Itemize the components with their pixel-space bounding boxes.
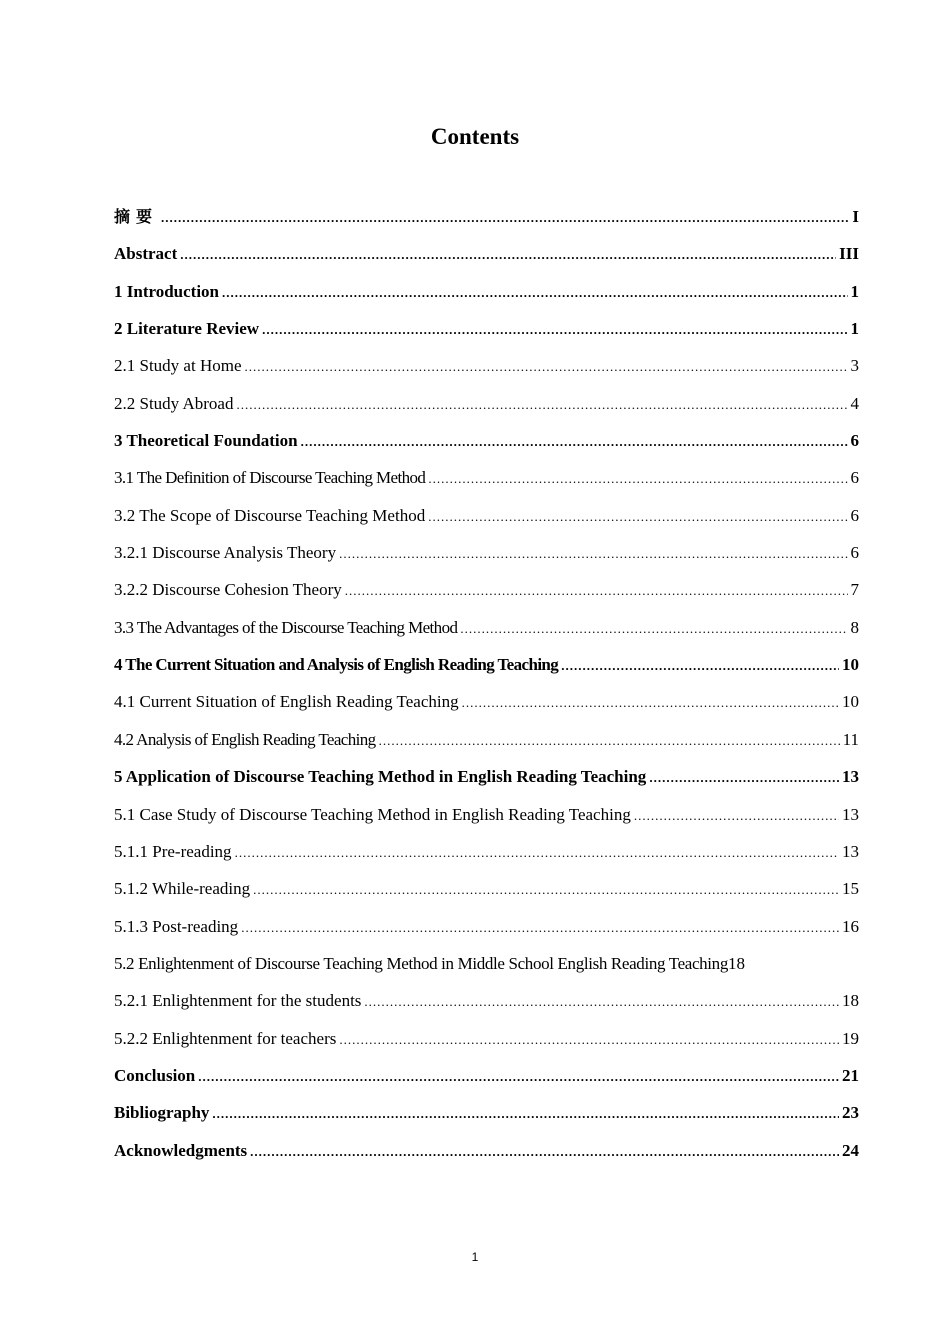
toc-entry-page: 21 bbox=[842, 1065, 859, 1085]
toc-entry-title: 5.2.2 Enlightenment for teachers bbox=[114, 1028, 337, 1048]
toc-entry[interactable] bbox=[114, 459, 859, 496]
page-number: 1 bbox=[471, 1250, 479, 1264]
toc-entry-title: 3.2 The Scope of Discourse Teaching Method bbox=[114, 505, 426, 525]
toc-entry[interactable] bbox=[114, 235, 859, 272]
toc-entry-title: 3.1 The Definition of Discourse Teaching Method bbox=[114, 468, 426, 488]
dot-leader bbox=[634, 797, 839, 833]
toc-entry[interactable] bbox=[114, 758, 859, 795]
dot-leader bbox=[364, 983, 839, 1019]
toc-entry-title: 5.2 Enlightenment of Discourse Teaching Method in Middle School English Reading Teaching bbox=[114, 953, 728, 973]
dot-leader bbox=[345, 572, 848, 608]
toc-entry-page: 23 bbox=[842, 1103, 859, 1123]
toc-entry-page: 7 bbox=[850, 580, 859, 600]
toc-entry-page: 11 bbox=[842, 729, 859, 749]
toc-entry-title: 3.2.1 Discourse Analysis Theory bbox=[114, 543, 337, 563]
toc-entry[interactable] bbox=[114, 982, 859, 1019]
toc-entry-page: III bbox=[839, 244, 859, 264]
toc-entry-page: 3 bbox=[850, 356, 859, 376]
toc-entry[interactable] bbox=[114, 870, 859, 907]
toc-entry-page: 13 bbox=[842, 804, 859, 824]
dot-leader bbox=[561, 647, 839, 683]
toc-entry-title: 5.1 Case Study of Discourse Teaching Method in English Reading Teaching bbox=[114, 804, 631, 824]
toc-entry[interactable] bbox=[114, 609, 859, 646]
toc-entry-page: 18 bbox=[842, 991, 859, 1011]
dot-leader bbox=[250, 1133, 839, 1169]
dot-leader bbox=[241, 909, 839, 945]
toc-entry-page: 13 bbox=[842, 767, 859, 787]
toc-entry-title: 5.1.1 Pre-reading bbox=[114, 841, 232, 861]
toc-entry-page: 1 bbox=[850, 319, 859, 339]
dot-leader bbox=[301, 423, 848, 459]
toc-entry-title: 1 Introduction bbox=[114, 281, 220, 301]
dot-leader bbox=[462, 684, 839, 720]
toc-entry[interactable] bbox=[114, 385, 859, 422]
toc-entry[interactable] bbox=[114, 347, 859, 384]
toc-entry-title: 3 Theoretical Foundation bbox=[114, 431, 298, 451]
dot-leader bbox=[428, 460, 847, 496]
toc-entry[interactable] bbox=[114, 833, 859, 870]
toc-entry-page: 4 bbox=[850, 393, 859, 413]
toc-entry-title: Conclusion bbox=[114, 1065, 196, 1085]
toc-entry[interactable] bbox=[114, 683, 859, 720]
toc-entry-title: 5.2.1 Enlightenment for the students bbox=[114, 991, 362, 1011]
dot-leader bbox=[379, 722, 840, 758]
toc-entry[interactable] bbox=[114, 198, 859, 235]
dot-leader bbox=[253, 871, 839, 907]
dot-leader bbox=[236, 386, 847, 422]
toc-entry[interactable] bbox=[114, 1094, 859, 1131]
toc-entry-page: 6 bbox=[850, 543, 859, 563]
dot-leader bbox=[180, 236, 836, 272]
dot-leader bbox=[222, 274, 847, 310]
dot-leader bbox=[262, 311, 847, 347]
toc-entry[interactable] bbox=[114, 310, 859, 347]
toc-entry-page: 8 bbox=[850, 617, 859, 637]
toc-entry-page: 10 bbox=[842, 692, 859, 712]
toc-entry[interactable] bbox=[114, 796, 859, 833]
dot-leader bbox=[649, 759, 839, 795]
toc-entry-title: 2 Literature Review bbox=[114, 319, 260, 339]
toc-entry[interactable] bbox=[114, 497, 859, 534]
dot-leader bbox=[428, 498, 847, 534]
toc-entry-title: 2.2 Study Abroad bbox=[114, 393, 234, 413]
toc-entry[interactable] bbox=[114, 422, 859, 459]
toc-entry-page: 6 bbox=[850, 431, 859, 451]
toc-entry-title: Bibliography bbox=[114, 1103, 210, 1123]
dot-leader bbox=[339, 1021, 839, 1057]
toc-entry[interactable] bbox=[114, 273, 859, 310]
toc-entry[interactable] bbox=[114, 1132, 859, 1169]
toc-entry[interactable] bbox=[114, 1020, 859, 1057]
toc-entry[interactable] bbox=[114, 721, 859, 758]
toc-entry-page: 18 bbox=[727, 953, 745, 973]
toc-entry-title: Abstract bbox=[114, 244, 178, 264]
toc-entry-page: 10 bbox=[842, 655, 859, 675]
toc-entry-page: 19 bbox=[842, 1028, 859, 1048]
toc-entry-title: 3.2.2 Discourse Cohesion Theory bbox=[114, 580, 342, 600]
toc-entry-page: 13 bbox=[842, 841, 859, 861]
page-title: Contents bbox=[430, 124, 520, 149]
toc-entry-title: 5.1.3 Post-reading bbox=[114, 916, 239, 936]
toc-entry-page: I bbox=[852, 207, 859, 226]
toc-entry[interactable] bbox=[114, 1057, 859, 1094]
toc-entry[interactable] bbox=[114, 571, 859, 608]
toc-entry-title: 4.2 Analysis of English Reading Teaching bbox=[114, 729, 376, 749]
dot-leader bbox=[161, 199, 849, 235]
toc-entry-title: 2.1 Study at Home bbox=[114, 356, 242, 376]
dot-leader bbox=[198, 1058, 839, 1094]
toc-entry-page: 6 bbox=[850, 468, 859, 488]
toc-entry[interactable] bbox=[114, 646, 859, 683]
dot-leader bbox=[245, 348, 848, 384]
dot-leader bbox=[339, 535, 847, 571]
toc-entry-title: 5.1.2 While-reading bbox=[114, 879, 251, 899]
toc-entry-page: 15 bbox=[842, 879, 859, 899]
toc-entry-page: 6 bbox=[850, 505, 859, 525]
table-of-contents bbox=[114, 198, 859, 1169]
toc-entry-page: 16 bbox=[842, 916, 859, 936]
dot-leader bbox=[460, 610, 847, 646]
toc-entry-page: 1 bbox=[850, 281, 859, 301]
toc-entry-page: 24 bbox=[842, 1140, 859, 1160]
toc-entry-title: Acknowledgments bbox=[114, 1140, 248, 1160]
toc-entry-title: 摘要 bbox=[114, 207, 159, 226]
toc-entry-title: 5 Application of Discourse Teaching Method in English Reading Teaching bbox=[114, 767, 647, 787]
toc-entry-title: 3.3 The Advantages of the Discourse Teaching Method bbox=[114, 617, 458, 637]
toc-entry[interactable] bbox=[114, 534, 859, 571]
toc-entry[interactable] bbox=[114, 908, 859, 945]
toc-entry[interactable] bbox=[114, 945, 859, 982]
dot-leader bbox=[235, 834, 839, 870]
dot-leader bbox=[212, 1095, 839, 1131]
toc-entry-title: 4 The Current Situation and Analysis of English Reading Teaching bbox=[114, 655, 559, 675]
toc-entry-title: 4.1 Current Situation of English Reading Teaching bbox=[114, 692, 459, 712]
